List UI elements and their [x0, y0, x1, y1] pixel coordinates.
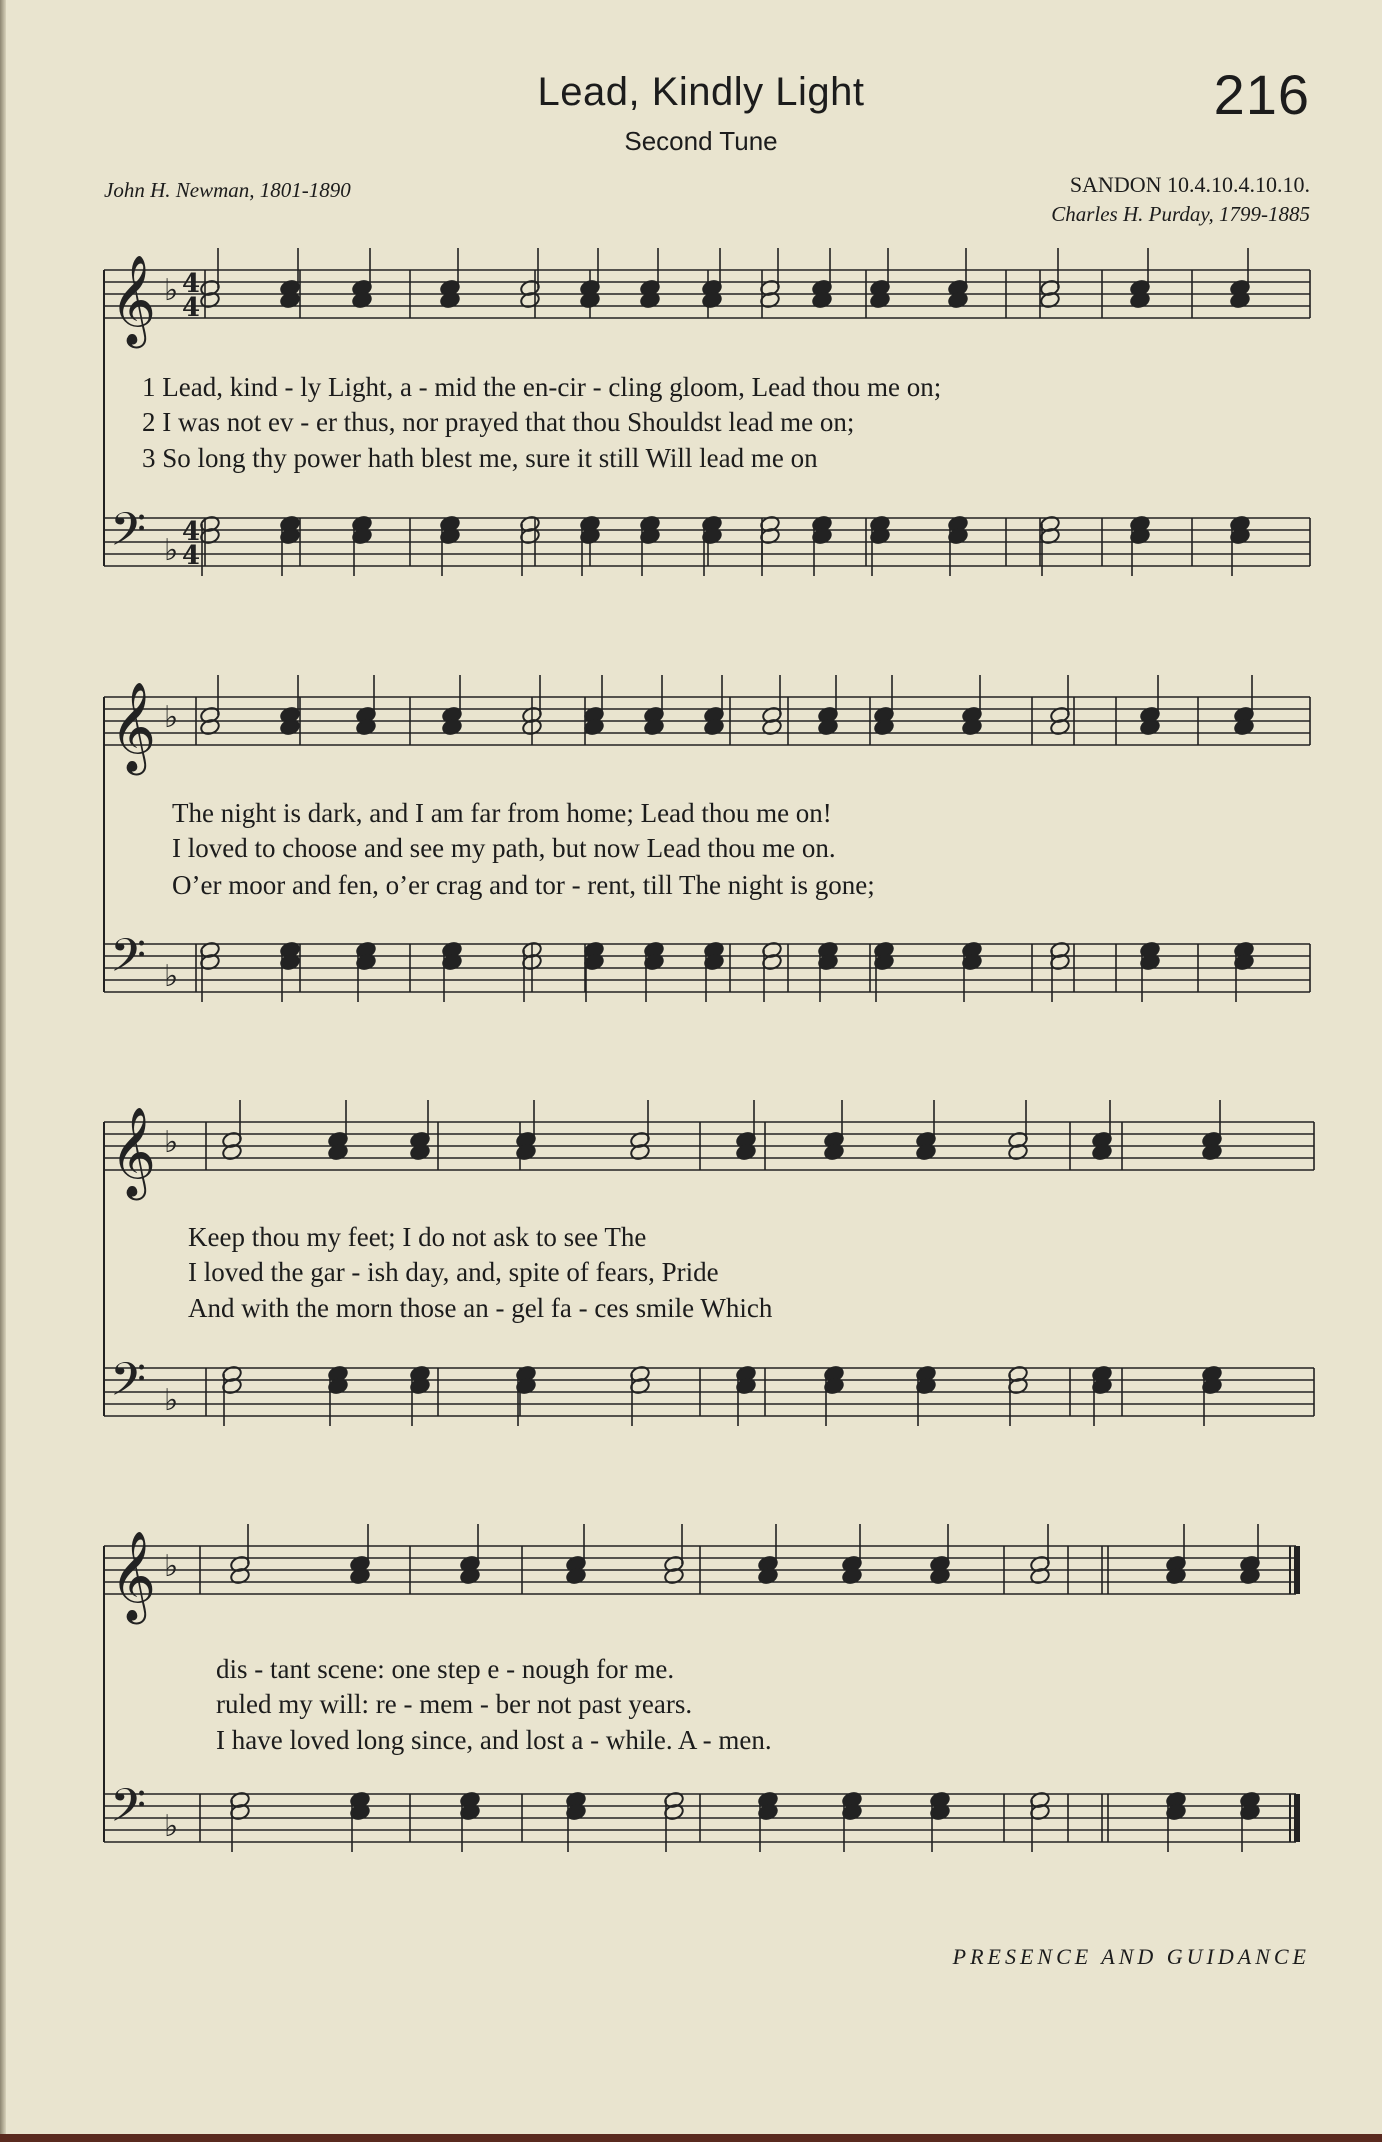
flat-key-signature-icon: ♭ [164, 1549, 179, 1584]
bass-clef-icon: 𝄢 [110, 1353, 147, 1418]
lyrics-verse-2-line-1: 2 I was not ev - er thus, nor prayed that thou Shouldst lead me on; [142, 407, 855, 437]
hymn-category: PRESENCE AND GUIDANCE [952, 1944, 1310, 1969]
flat-key-signature-icon: ♭ [164, 700, 179, 735]
tune-name: SANDON 10.4.10.4.10.10. [1069, 172, 1310, 197]
tune-composer: Charles H. Purday, 1799-1885 [1051, 202, 1310, 226]
lyrics-verse-1-line-4: dis - tant scene: one step e - nough for me. [216, 1654, 675, 1684]
bass-clef-icon: 𝄢 [110, 929, 147, 994]
flat-key-signature-icon: ♭ [164, 533, 179, 568]
lyrics-verse-1-line-3: Keep thou my feet; I do not ask to see The [188, 1222, 647, 1252]
lyrics-verse-3-line-1: 3 So long thy power hath blest me, sure it still Will lead me on [142, 443, 818, 473]
treble-clef-icon: 𝄞 [110, 682, 157, 772]
time-signature-bottom: 4 [182, 541, 201, 571]
lyrics-verse-2-line-2: I loved to choose and see my path, but now Lead thou me on. [172, 833, 836, 863]
flat-key-signature-icon: ♭ [164, 273, 179, 308]
flat-key-signature-icon: ♭ [164, 959, 179, 994]
flat-key-signature-icon: ♭ [164, 1383, 179, 1418]
hymn-subtitle: Second Tune [624, 126, 778, 156]
lyrics-verse-3-line-2: O’er moor and fen, o’er crag and tor - rent, till The night is gone; [172, 870, 875, 900]
time-signature-top: 4 [182, 269, 201, 299]
lyrics-verse-2-line-4: ruled my will: re - mem - ber not past years. [216, 1689, 693, 1719]
flat-key-signature-icon: ♭ [164, 1125, 179, 1160]
bass-clef-icon: 𝄢 [110, 1779, 147, 1844]
lyrics-verse-1-line-2: The night is dark, and I am far from home; Lead thou me on! [172, 798, 832, 828]
text-author: John H. Newman, 1801-1890 [104, 178, 351, 202]
bass-clef-icon: 𝄢 [110, 503, 147, 568]
time-signature-top: 4 [182, 517, 201, 547]
hymn-title: Lead, Kindly Light [537, 70, 865, 114]
final-bar-heavy [1294, 1794, 1300, 1842]
treble-clef-icon: 𝄞 [110, 1531, 157, 1621]
final-bar-heavy [1294, 1546, 1300, 1594]
hymn-number: 216 [1213, 63, 1310, 126]
time-signature-bottom: 4 [182, 293, 201, 323]
treble-clef-icon: 𝄞 [110, 255, 157, 345]
lyrics-verse-3-line-3: And with the morn those an - gel fa - ces smile Which [188, 1293, 773, 1323]
lyrics-verse-2-line-3: I loved the gar - ish day, and, spite of fears, Pride [188, 1257, 719, 1287]
lyrics-verse-1-line-1: 1 Lead, kind - ly Light, a - mid the en-cir - cling gloom, Lead thou me on; [142, 372, 942, 402]
flat-key-signature-icon: ♭ [164, 1809, 179, 1844]
lyrics-verse-3-line-4: I have loved long since, and lost a - while. A - men. [216, 1725, 772, 1755]
treble-clef-icon: 𝄞 [110, 1107, 157, 1197]
